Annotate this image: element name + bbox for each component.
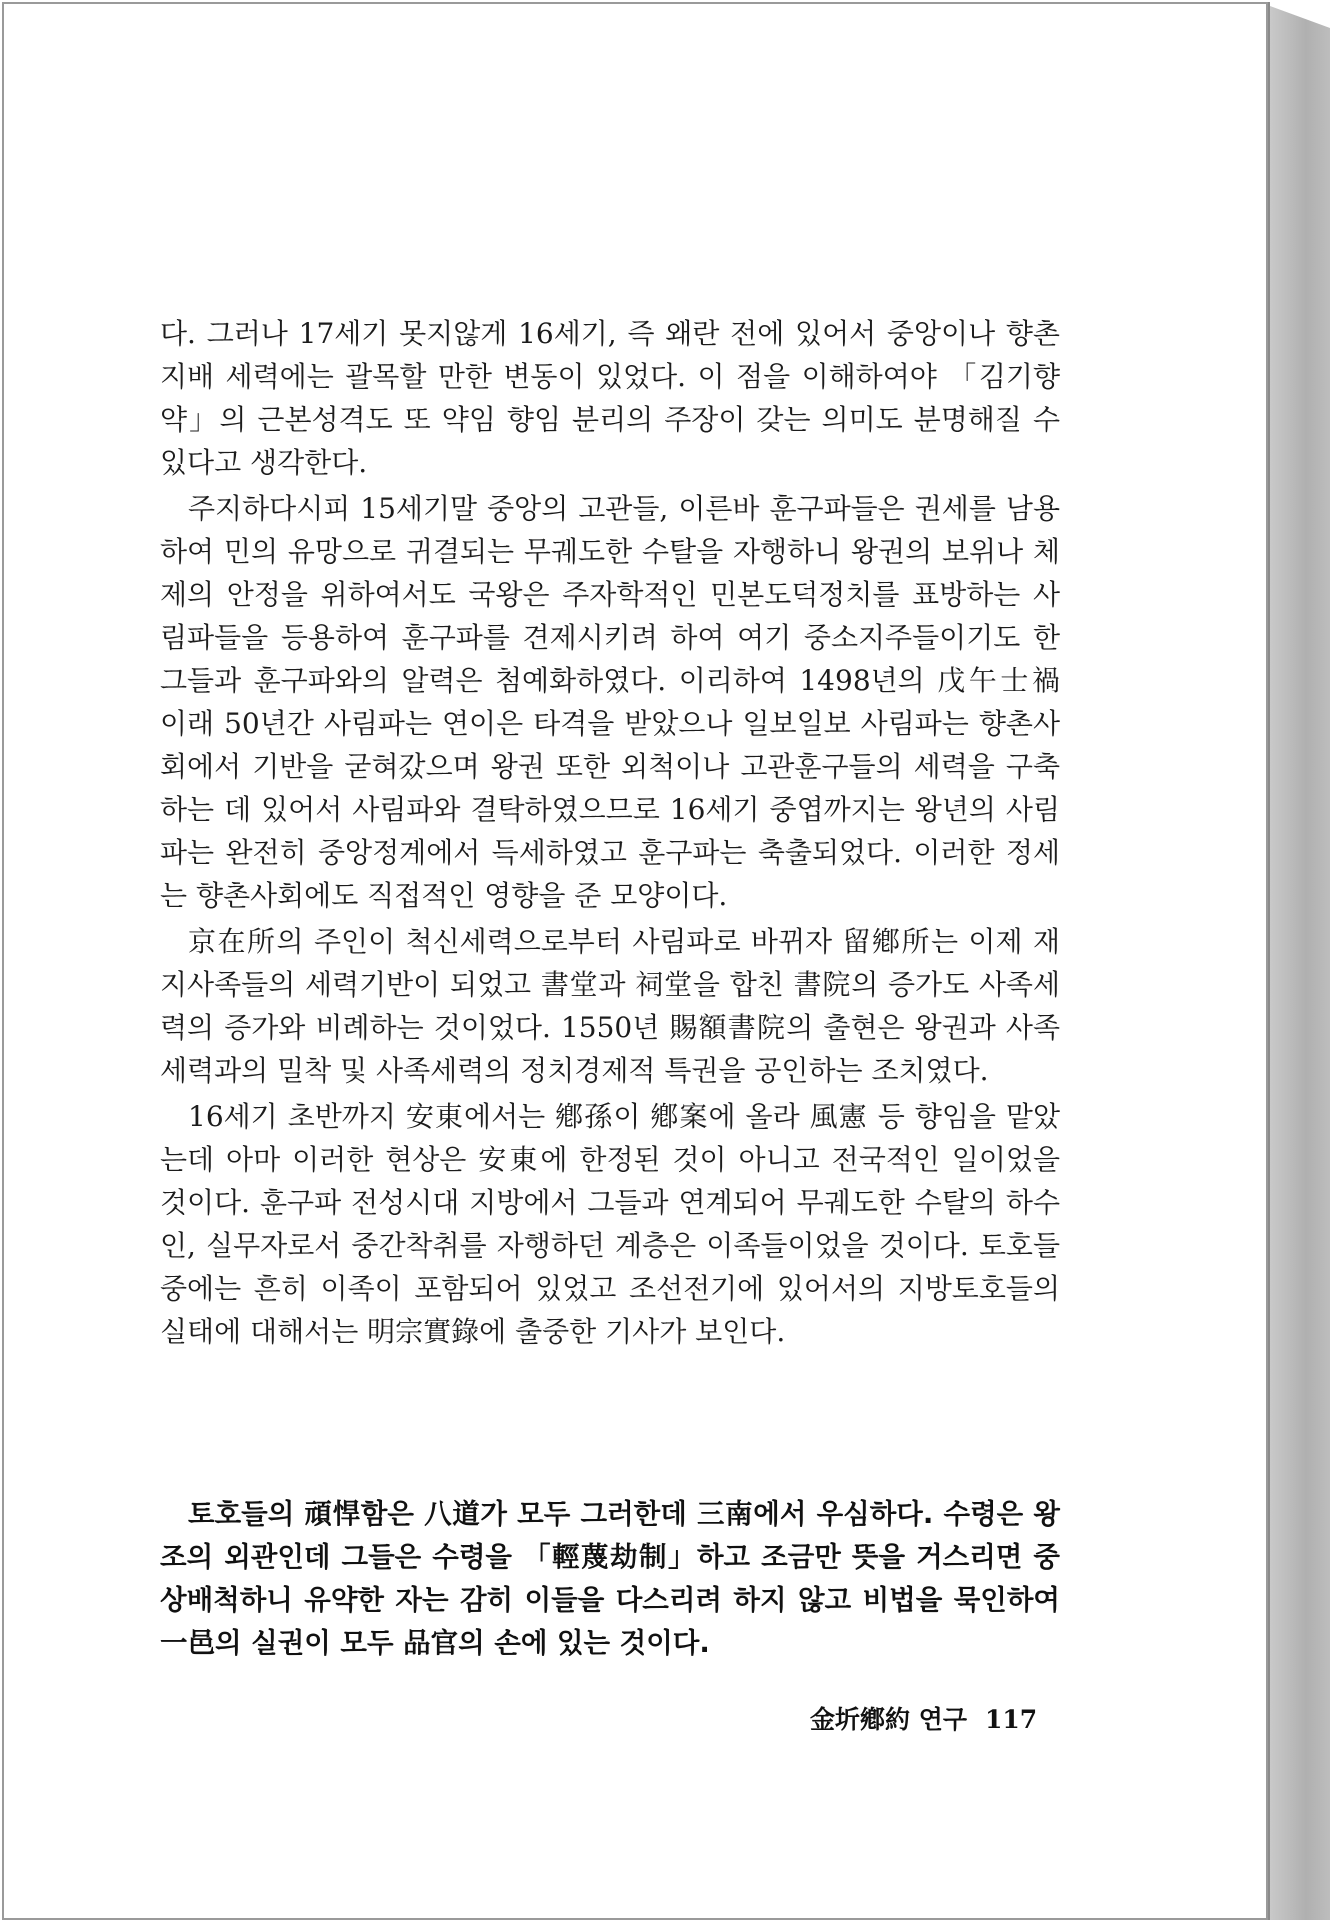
quote-text: 토호들의 頑悍함은 八道가 모두 그러한데 三南에서 우심하다. 수령은 왕조의 외관인데 그들은 수령을 「輕蔑劫制」하고 조금만 뜻을 거스리면 중상배척하니 유약한 자는 감히 이들을 다스리려 하지 않고 비법을 묵인하여 一邑의 실권이 모두 品官의 손에 있는 것이다.: [160, 1498, 1060, 1659]
running-title: 金圻鄕約 연구: [810, 1705, 968, 1734]
page-edge-line: [1268, 2, 1270, 1920]
paragraph-hungu-sarim: 주지하다시피 15세기말 중앙의 고관들, 이른바 훈구파들은 권세를 남용하여 민의 유망으로 귀결되는 무궤도한 수탈을 자행하니 왕권의 보위나 체제의 안정을 위하여서도 국왕은 주자학적인 민본도덕정치를 표방하는 사림파들을 등용하여 훈구파를 견제시키려 하여 여기 중소지주들이기도 한 그들과 훈구파와의 알력은 첨예화하였다. 이리하여 1498년의 戊午士禍 이래 50년간 사림파는 연이은 타격을 받았으나 일보일보 사림파는 향촌사회에서 기반을 굳혀갔으며 왕권 또한 외척이나 고관훈구들의 세력을 구축하는 데 있어서 사림파와 결탁하였으므로 16세기 중엽까지는 왕년의 사림파는 완전히 중앙정계에서 득세하였고 훈구파는 축출되었다. 이러한 정세는 향촌사회에도 직접적인 영향을 준 모양이다.: [160, 492, 1060, 912]
paragraph-andong: 16세기 초반까지 安東에서는 鄕孫이 鄕案에 올라 風憲 등 향임을 맡았는데 아마 이러한 현상은 安東에 한정된 것이 아니고 전국적인 일이었을 것이다. 훈구파 전성시대 지방에서 그들과 연계되어 무궤도한 수탈의 하수인, 실무자로서 중간착취를 자행하던 계층은 이족들이었을 것이다. 토호들 중에는 흔히 이족이 포함되어 있었고 조선전기에 있어서의 지방토호들의 실태에 대해서는 明宗實錄에 출중한 기사가 보인다.: [160, 1100, 1061, 1348]
page-footer: [810, 1702, 1070, 1738]
page-stack-edge: [1270, 6, 1330, 1920]
page-number: 117: [985, 1705, 1038, 1734]
paragraph-continuation: 다. 그러나 17세기 못지않게 16세기, 즉 왜란 전에 있어서 중앙이나 향촌지배 세력에는 괄목할 만한 변동이 있었다. 이 점을 이해하여야 「김기향약」의 근본성격도 또 약임 향임 분리의 주장이 갖는 의미도 분명해질 수 있다고 생각한다.: [160, 317, 1060, 479]
body-text: [160, 312, 1060, 1356]
paragraph-gyeongjaeso: 京在所의 주인이 척신세력으로부터 사림파로 바뀌자 留鄕所는 이제 재지사족들의 세력기반이 되었고 書堂과 祠堂을 합친 書院의 증가도 사족세력의 증가와 비례하는 것이었다. 1550년 賜額書院의 출현은 왕권과 사족세력과의 밀착 및 사족세력의 정치경제적 특권을 공인하는 조치였다.: [160, 925, 1060, 1087]
block-quote: [160, 1493, 1060, 1665]
